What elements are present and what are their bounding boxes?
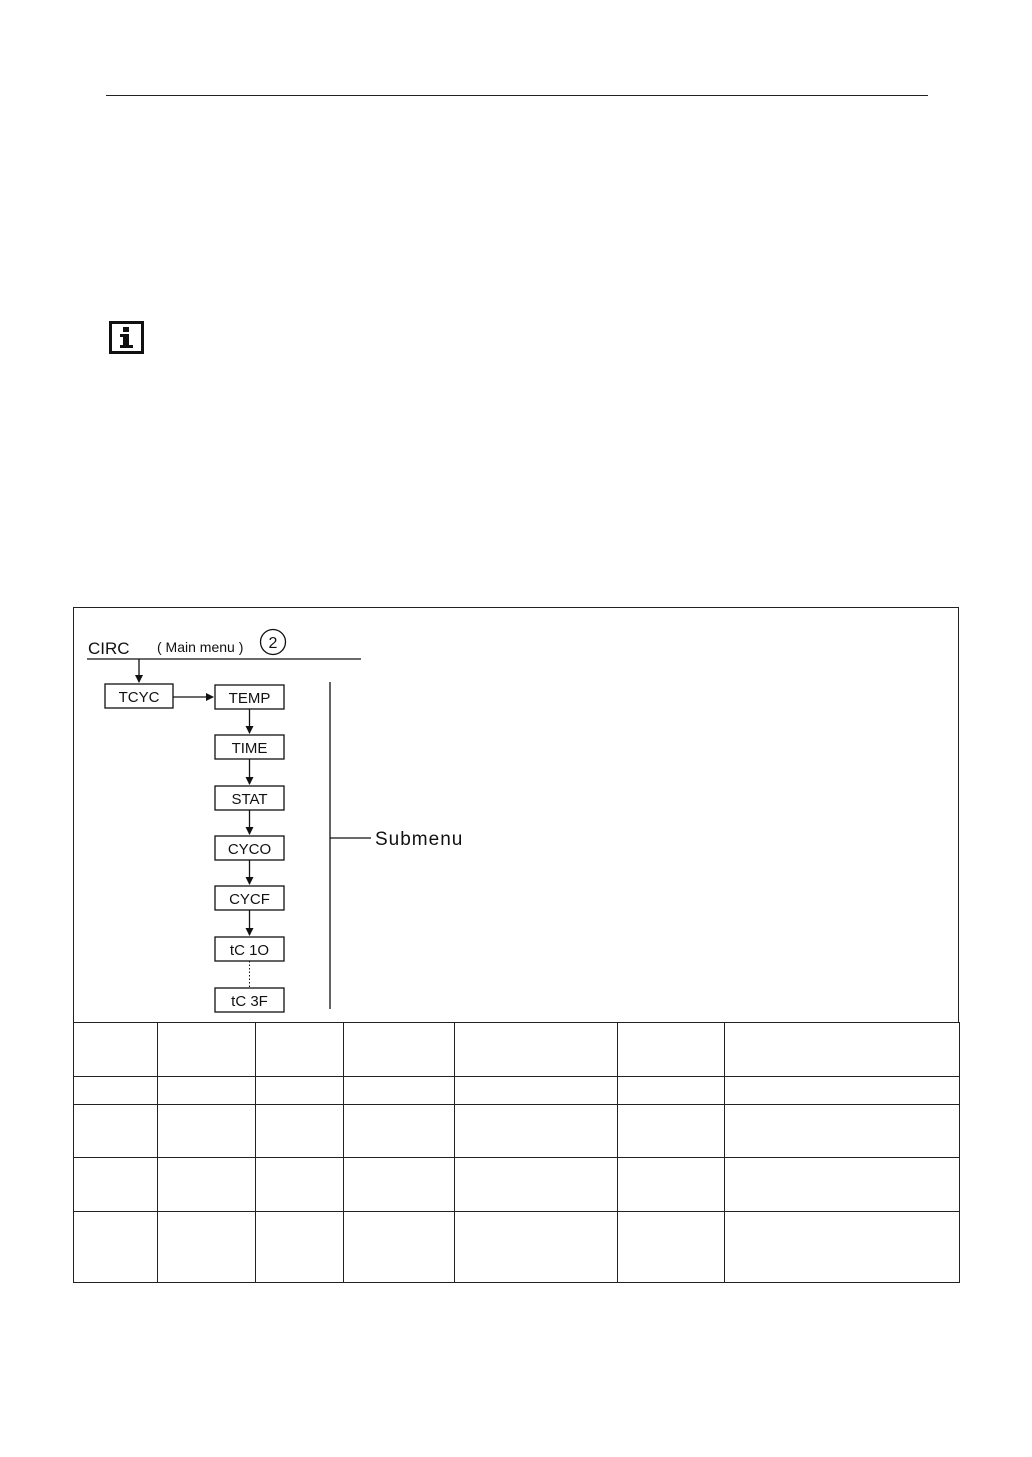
- main-menu-code: CIRC: [88, 639, 130, 658]
- table-cell: [344, 1105, 455, 1158]
- table-cell: [158, 1023, 256, 1077]
- table-cell: [256, 1212, 344, 1283]
- table-cell: [618, 1212, 725, 1283]
- table-cell: [344, 1158, 455, 1212]
- table-cell: [455, 1077, 618, 1105]
- info-icon: [109, 321, 144, 354]
- table-cell: [618, 1105, 725, 1158]
- submenu-item-cycf: CYCF: [229, 891, 270, 908]
- table-cell: [256, 1158, 344, 1212]
- table-row: [74, 1105, 960, 1158]
- table-cell: [725, 1023, 960, 1077]
- table-cell: [455, 1212, 618, 1283]
- table-cell: [158, 1158, 256, 1212]
- menu-diagram: [73, 607, 959, 1023]
- table-cell: [158, 1077, 256, 1105]
- table-cell: [455, 1023, 618, 1077]
- root-item-label: TCYC: [118, 689, 160, 706]
- table-cell: [618, 1158, 725, 1212]
- table-cell: [74, 1105, 158, 1158]
- table-cell: [158, 1212, 256, 1283]
- submenu-item-temp: TEMP: [228, 690, 271, 707]
- table-cell: [618, 1077, 725, 1105]
- header-rule: [106, 95, 928, 96]
- main-menu-number: 2: [268, 635, 278, 652]
- table-cell: [618, 1023, 725, 1077]
- table-cell: [455, 1158, 618, 1212]
- table-cell: [74, 1158, 158, 1212]
- parameter-table: [73, 1022, 960, 1283]
- submenu-item-time: TIME: [231, 740, 268, 757]
- table-cell: [74, 1077, 158, 1105]
- table-cell: [74, 1023, 158, 1077]
- table-cell: [725, 1105, 960, 1158]
- submenu-item-stat: STAT: [231, 791, 268, 808]
- submenu-item-tc3f: tC 3F: [231, 993, 268, 1010]
- table-cell: [256, 1077, 344, 1105]
- table-cell: [158, 1105, 256, 1158]
- table-cell: [725, 1212, 960, 1283]
- table-row: [74, 1212, 960, 1283]
- table-cell: [455, 1105, 618, 1158]
- table-cell: [725, 1158, 960, 1212]
- table-cell: [344, 1077, 455, 1105]
- table-cell: [256, 1105, 344, 1158]
- submenu-item-cyco: CYCO: [227, 841, 272, 858]
- table-cell: [344, 1212, 455, 1283]
- submenu-item-tc1o: tC 1O: [229, 942, 270, 959]
- submenu-label: Submenu: [375, 829, 464, 850]
- table-row: [74, 1023, 960, 1077]
- main-menu-label: ( Main menu ): [157, 639, 244, 655]
- table-row: [74, 1158, 960, 1212]
- table-cell: [725, 1077, 960, 1105]
- table-row: [74, 1077, 960, 1105]
- table-cell: [256, 1023, 344, 1077]
- table-cell: [344, 1023, 455, 1077]
- table-cell: [74, 1212, 158, 1283]
